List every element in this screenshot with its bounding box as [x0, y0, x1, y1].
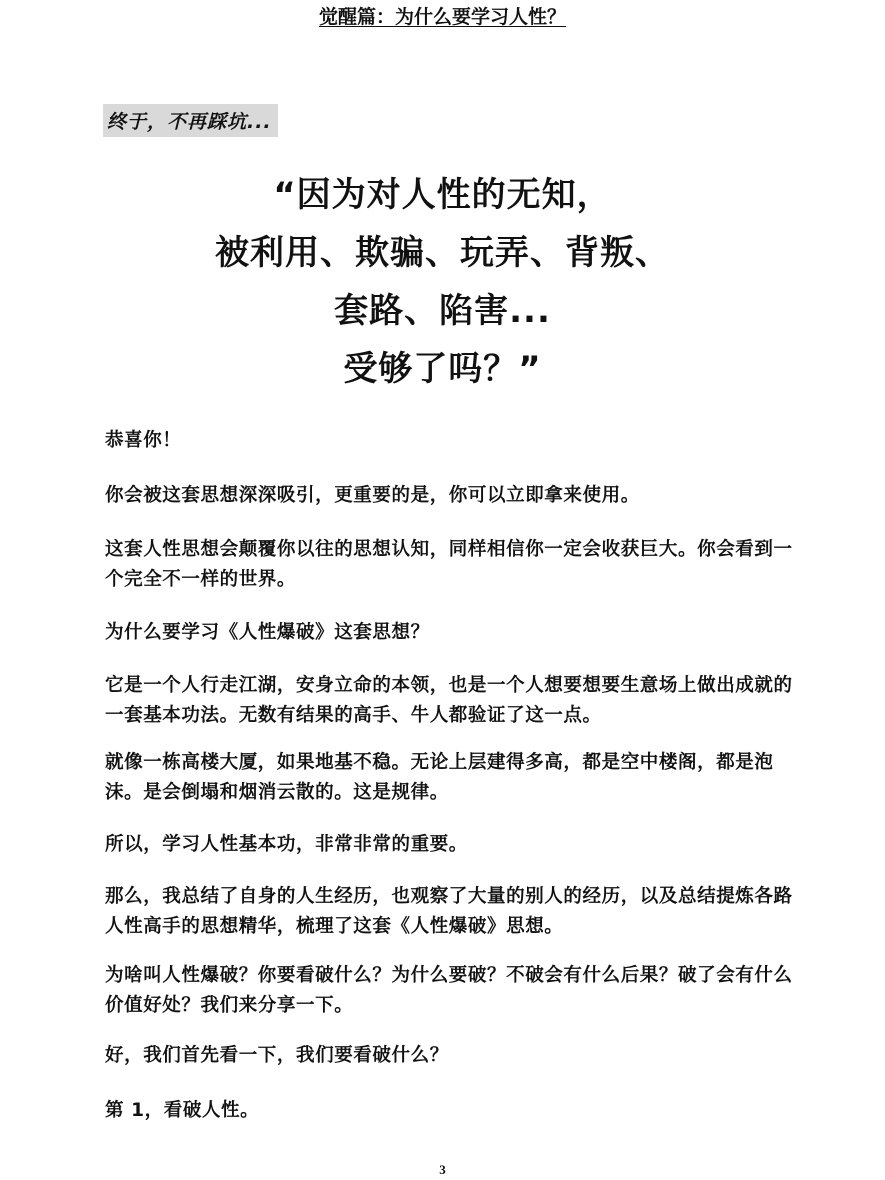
- quote-line: 被利用、欺骗、玩弄、背叛、: [215, 233, 670, 273]
- page-title: 觉醒篇：为什么要学习人性？: [318, 6, 566, 28]
- quote-line: 套路、陷害...: [334, 291, 551, 331]
- paragraph: 好，我们首先看一下，我们要看破什么？: [105, 1045, 449, 1066]
- paragraph: 这套人性思想会颠覆你以往的思想认知，同样相信你一定会收获巨大。你会看到一个完全不一样的世界。: [105, 539, 793, 590]
- section-tag: 终于，不再踩坑...: [103, 104, 278, 137]
- paragraph: 所以，学习人性基本功，非常非常的重要。: [105, 834, 468, 855]
- paragraph: 你会被这套思想深深吸引，更重要的是，你可以立即拿来使用。: [105, 485, 640, 506]
- paragraph: 它是一个人行走江湖，安身立命的本领，也是一个人想要想要生意场上做出成就的一套基本功法。无数有结果的高手、牛人都验证了这一点。: [105, 675, 793, 726]
- paragraph: 第 1，看破人性。: [105, 1100, 260, 1121]
- quote-line: 受够了吗？”: [343, 349, 542, 389]
- paragraph: 为什么要学习《人性爆破》这套思想？: [105, 622, 430, 643]
- quote-block: [0, 166, 885, 398]
- paragraph: 为啥叫人性爆破？你要看破什么？为什么要破？不破会有什么后果？破了会有什么价值好处？我们来分享一下。: [105, 965, 793, 1016]
- paragraph: 那么，我总结了自身的人生经历，也观察了大量的别人的经历，以及总结提炼各路人性高手的思想精华，梳理了这套《人性爆破》思想。: [105, 886, 793, 937]
- paragraph: 恭喜你！: [105, 430, 182, 451]
- paragraph: 就像一栋高楼大厦，如果地基不稳。无论上层建得多高，都是空中楼阁，都是泡沫。是会倒塌和烟消云散的。这是规律。: [105, 752, 774, 803]
- quote-line: “因为对人性的无知，: [273, 175, 612, 215]
- page-number: 3: [439, 1162, 446, 1177]
